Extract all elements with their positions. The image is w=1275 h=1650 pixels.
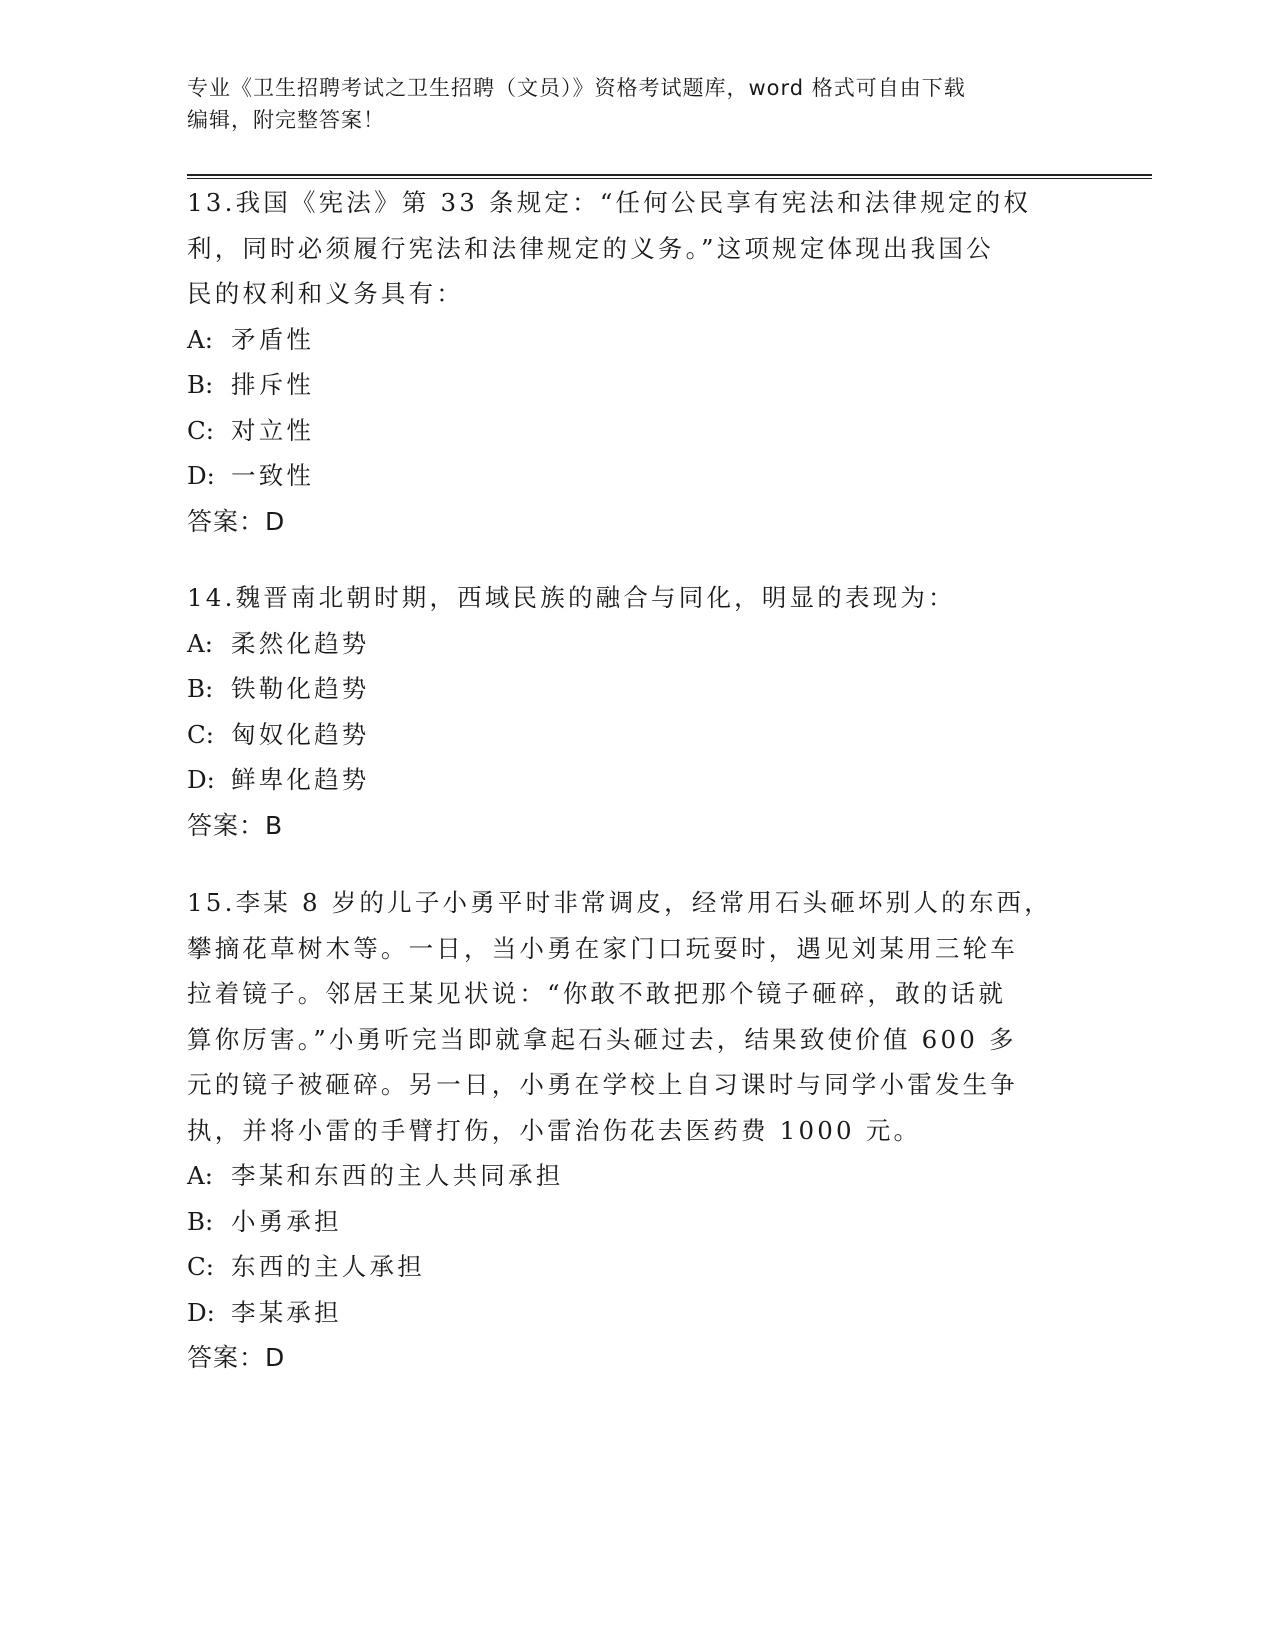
option-letter: C: [187,719,215,749]
option-text: 匈奴化趋势 [231,719,370,749]
option-text: 对立性 [231,415,315,445]
option-d [187,757,1087,803]
option-text: 小勇承担 [231,1206,342,1236]
answer-line: 答案：D [187,506,286,536]
option-letter: D: [187,461,215,490]
option-text: 李某承担 [231,1297,342,1327]
option-c [187,408,1087,454]
stem-line: 民的权利和义务具有： [187,279,464,308]
option-b [187,666,1087,712]
stem-line: 元的镜子被砸碎。另一日，小勇在学校上自习课时与同学小雷发生争 [187,1070,1018,1099]
header-divider [187,174,1152,179]
option-letter: A: [187,1161,213,1190]
stem-line: 14.魏晋南北朝时期，西域民族的融合与同化，明显的表现为： [187,583,956,612]
option-letter: A: [187,324,213,354]
question-15 [187,880,1087,1381]
stem-line: 执，并将小雷的手臂打伤，小雷治伤花去医药费 1000 元。 [187,1115,922,1145]
option-text: 李某和东西的主人共同承担 [231,1161,564,1190]
answer-line: 答案：B [187,810,284,840]
question-stem [187,575,1087,621]
question-stem [187,880,1087,1153]
option-letter: B: [187,674,214,703]
option-letter: D: [187,1297,215,1327]
option-letter: A: [187,628,213,658]
option-text: 排斥性 [231,370,315,399]
stem-line: 拉着镜子。邻居王某见状说：“你敢不敢把那个镜子砸碎，敢的话就 [187,979,1007,1008]
question-14 [187,575,1087,848]
option-d [187,453,1087,499]
option-text: 鲜卑化趋势 [231,765,370,794]
option-letter: B: [187,370,214,399]
option-b [187,1199,1087,1245]
option-c [187,1244,1087,1290]
option-b [187,362,1087,408]
stem-line: 15.李某 8 岁的儿子小勇平时非常调皮，经常用石头砸坏别人的东西， [187,888,1052,917]
option-a [187,1153,1087,1199]
header-line-1: 专业《卫生招聘考试之卫生招聘（文员）》资格考试题库，word 格式可自由下载 [187,76,966,100]
option-c [187,712,1087,758]
option-letter: C: [187,1252,215,1281]
option-d [187,1290,1087,1336]
option-letter: B: [187,1206,214,1236]
question-13 [187,180,1087,544]
option-text: 一致性 [231,461,315,490]
stem-line: 利，同时必须履行宪法和法律规定的义务。”这项规定体现出我国公 [187,233,994,263]
document-header [187,72,1087,136]
option-letter: D: [187,765,215,794]
stem-line: 13.我国《宪法》第 33 条规定：“任何公民享有宪法和法律规定的权 [187,188,1032,217]
option-a [187,317,1087,363]
stem-line: 算你厉害。”小勇听完当即就拿起石头砸过去，结果致使价值 600 多 [187,1024,1017,1054]
question-stem [187,180,1087,317]
option-a [187,621,1087,667]
answer-line: 答案：D [187,1343,286,1372]
stem-line: 攀摘花草树木等。一日，当小勇在家门口玩耍时，遇见刘某用三轮车 [187,933,1018,963]
header-line-2: 编辑，附完整答案！ [187,108,385,132]
option-text: 东西的主人承担 [231,1252,425,1281]
option-text: 矛盾性 [231,324,315,354]
option-text: 铁勒化趋势 [231,674,370,703]
option-text: 柔然化趋势 [231,628,370,658]
option-letter: C: [187,415,215,445]
